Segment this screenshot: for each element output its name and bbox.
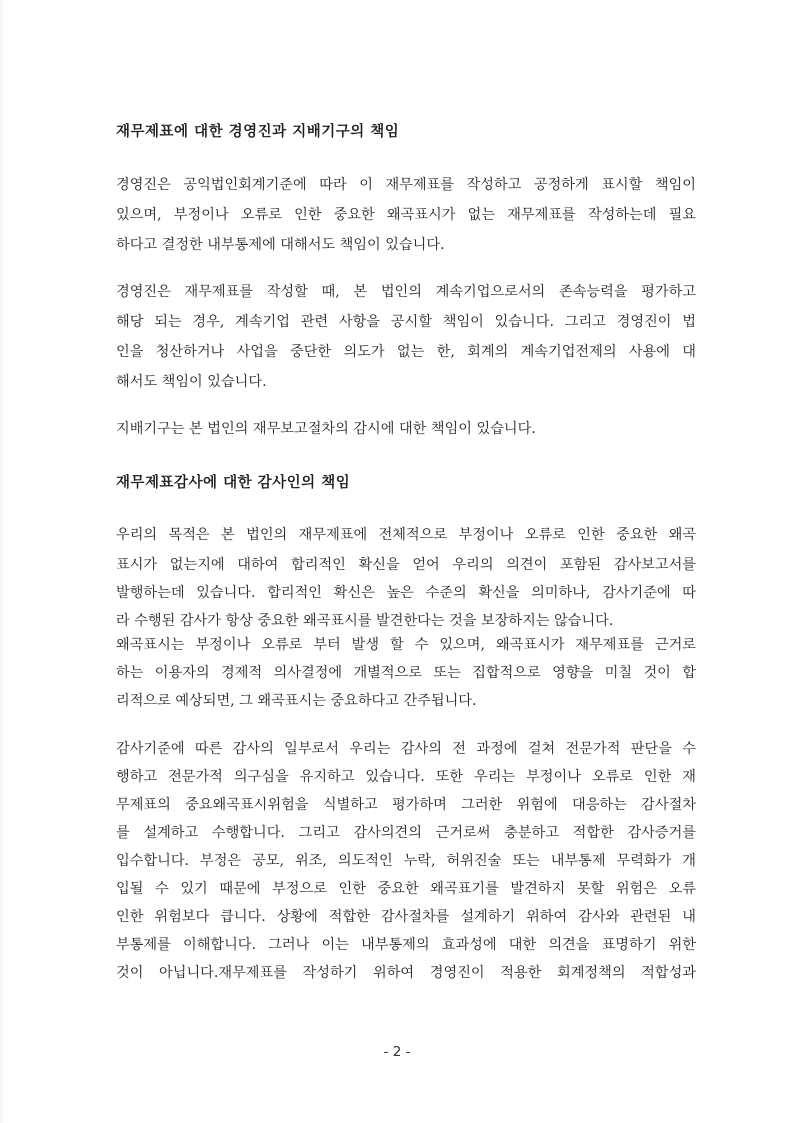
paragraph-line: 리적으로 예상되면, 그 왜곡표시는 중요하다고 간주됩니다. bbox=[116, 693, 477, 709]
paragraph-line: 인한 위험보다 큽니다. 상황에 적합한 감사절차를 설계하기 위하여 감사와 관련된 내 bbox=[116, 909, 696, 925]
paragraph-line: 것이 아닙니다.재무제표를 작성하기 위하여 경영진이 적용한 회계정책의 적합성과 bbox=[116, 965, 696, 981]
paragraph-line: 지배기구는 본 법인의 재무보고절차의 감시에 대한 책임이 있습니다. bbox=[116, 421, 536, 437]
paragraph-line: 인을 청산하거나 사업을 중단한 의도가 없는 한, 회계의 계속기업전제의 사용에 대 bbox=[116, 344, 696, 360]
paragraph-line: 표시가 없는지에 대하여 합리적인 확신을 얻어 우리의 의견이 포함된 감사보고서를 bbox=[116, 557, 696, 573]
paragraph-line: 해서도 책임이 있습니다. bbox=[116, 374, 267, 390]
paragraph-line: 입될 수 있기 때문에 부정으로 인한 중요한 왜곡표기를 발견하지 못할 위험은 오류 bbox=[116, 881, 696, 897]
paragraph-line: 발행하는데 있습니다. 합리적인 확신은 높은 수준의 확신을 의미하나, 감사기준에 따 bbox=[116, 585, 696, 601]
paragraph-line: 라 수행된 감사가 항상 중요한 왜곡표시를 발견한다는 것을 보장하지는 않습니다. bbox=[116, 613, 614, 629]
paragraph-line: 우리의 목적은 본 법인의 재무제표에 전체적으로 부정이나 오류로 인한 중요한 왜곡 bbox=[116, 527, 696, 543]
paragraph-line: 왜곡표시는 부정이나 오류로 부터 발생 할 수 있으며, 왜곡표시가 재무제표를 근거로 bbox=[116, 637, 696, 653]
scan-edge bbox=[0, 0, 4, 1123]
paragraph-line: 경영진은 공익법인회계기준에 따라 이 재무제표를 작성하고 공정하게 표시할 책임이 bbox=[116, 177, 696, 193]
paragraph-line: 경영진은 재무제표를 작성할 때, 본 법인의 계속기업으로서의 존속능력을 평가하고 bbox=[116, 284, 696, 300]
paragraph-line: 무제표의 중요왜곡표시위험을 식별하고 평가하며 그러한 위험에 대응하는 감사절차 bbox=[116, 797, 696, 813]
paragraph-line: 감사기준에 따른 감사의 일부로서 우리는 감사의 전 과정에 걸쳐 전문가적 판단을 수 bbox=[116, 741, 696, 757]
section-heading-auditor-responsibility: 재무제표감사에 대한 감사인의 책임 bbox=[116, 475, 351, 491]
paragraph-line: 부통제를 이해합니다. 그러나 이는 내부통제의 효과성에 대한 의견을 표명하기 위한 bbox=[116, 937, 696, 953]
paragraph-line: 있으며, 부정이나 오류로 인한 중요한 왜곡표시가 없는 재무제표를 작성하는데 필요 bbox=[116, 207, 696, 223]
paragraph-line: 를 설계하고 수행합니다. 그리고 감사의견의 근거로써 충분하고 적합한 감사증거를 bbox=[116, 825, 696, 841]
paragraph-line: 행하고 전문가적 의구심을 유지하고 있습니다. 또한 우리는 부정이나 오류로 인한 재 bbox=[116, 769, 696, 785]
paragraph-line: 하다고 결정한 내부통제에 대해서도 책임이 있습니다. bbox=[116, 237, 445, 253]
section-heading-management-responsibility: 재무제표에 대한 경영진과 지배기구의 책임 bbox=[116, 124, 400, 140]
paragraph-line: 입수합니다. 부정은 공모, 위조, 의도적인 누락, 허위진술 또는 내부통제 무력화가 개 bbox=[116, 853, 696, 869]
page-number: - 2 - bbox=[383, 1044, 411, 1060]
paragraph-line: 해당 되는 경우, 계속기업 관련 사항을 공시할 책임이 있습니다. 그리고 경영진이 법 bbox=[116, 314, 696, 330]
paragraph-line: 하는 이용자의 경제적 의사결정에 개별적으로 또는 집합적으로 영향을 미칠 것이 합 bbox=[116, 665, 696, 681]
